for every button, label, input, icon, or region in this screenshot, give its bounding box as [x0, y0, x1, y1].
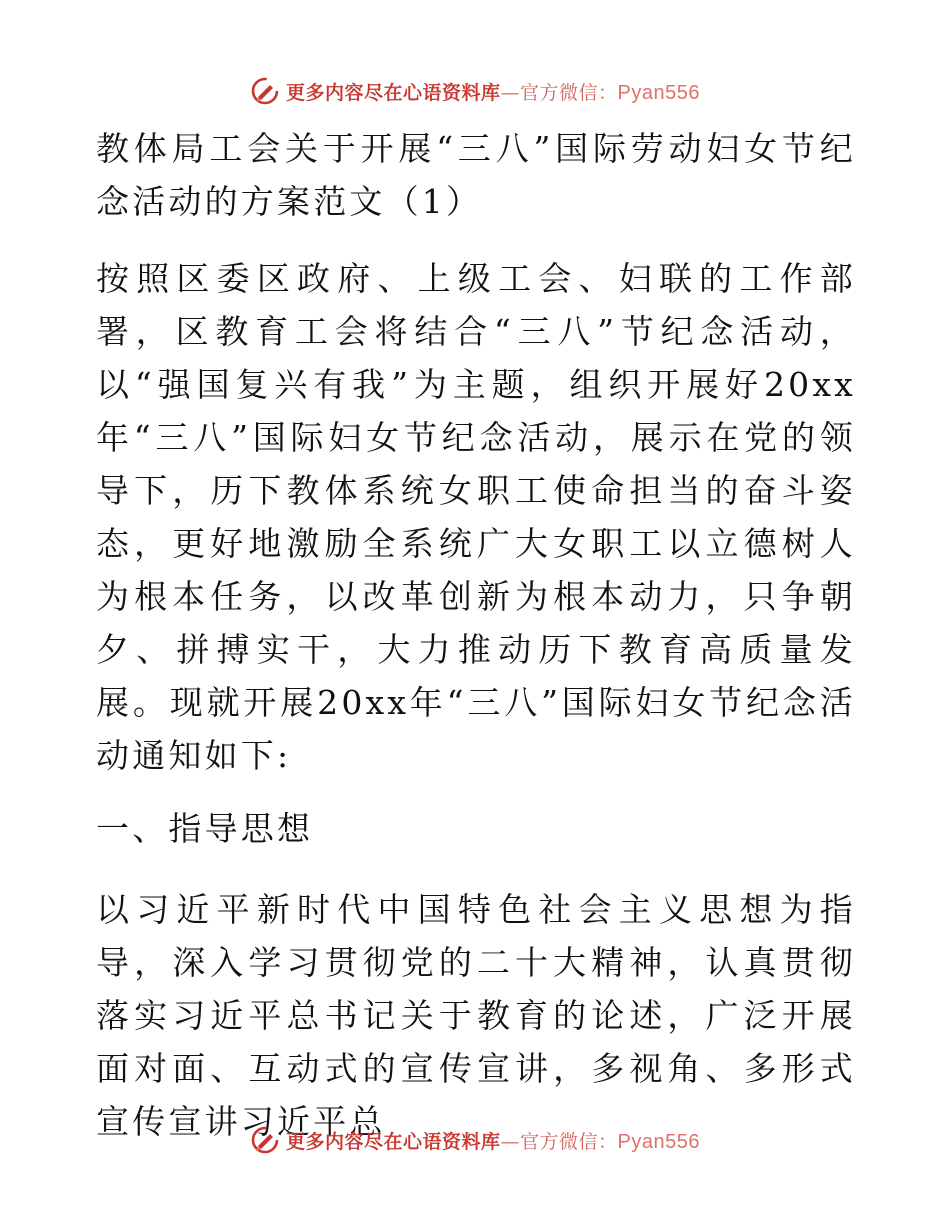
watermark-dash: — — [500, 81, 521, 104]
intro-paragraph: 按照区委区政府、上级工会、妇联的工作部署，区教育工会将结合“三八”节纪念活动，以“强国复兴有我”为主题，组织开展好20xx年“三八”国际妇女节纪念活动，展示在党的领导下，历下教体系统女职工使命担当的奋斗姿态，更好地激励全系统广大女职工以立德树人为根本任务，以改革创新为根本动力，只争朝夕、拼搏实干，大力推动历下教育高质量发展。现就开展20xx年“三八”国际妇女节纪念活动通知如下: — [96, 259, 856, 775]
watermark-dash: — — [500, 1130, 521, 1153]
watermark-footer — [0, 1122, 950, 1158]
watermark-label: 官方微信： — [520, 81, 618, 104]
watermark-text — [286, 1127, 700, 1154]
watermark-text — [286, 78, 700, 105]
watermark-header — [0, 73, 950, 109]
watermark-brand: 更多内容尽在心语资料库 — [286, 1130, 501, 1153]
watermark-label: 官方微信： — [520, 1130, 618, 1153]
section-heading: 一、指导思想 — [96, 809, 314, 848]
watermark-wechat-id: Pyan556 — [617, 81, 700, 104]
document-title: 教体局工会关于开展“三八”国际劳动妇女节纪念活动的方案范文（1） — [96, 129, 856, 221]
watermark-brand: 更多内容尽在心语资料库 — [286, 81, 501, 104]
logo-icon — [250, 76, 280, 106]
section-paragraph: 以习近平新时代中国特色社会主义思想为指导，深入学习贯彻党的二十大精神，认真贯彻落实习近平总书记关于教育的论述，广泛开展面对面、互动式的宣传宣讲，多视角、多形式宣传宣讲习近平总 — [96, 890, 856, 1141]
logo-icon — [250, 1125, 280, 1155]
document-body — [96, 122, 856, 1148]
watermark-wechat-id: Pyan556 — [617, 1130, 700, 1153]
